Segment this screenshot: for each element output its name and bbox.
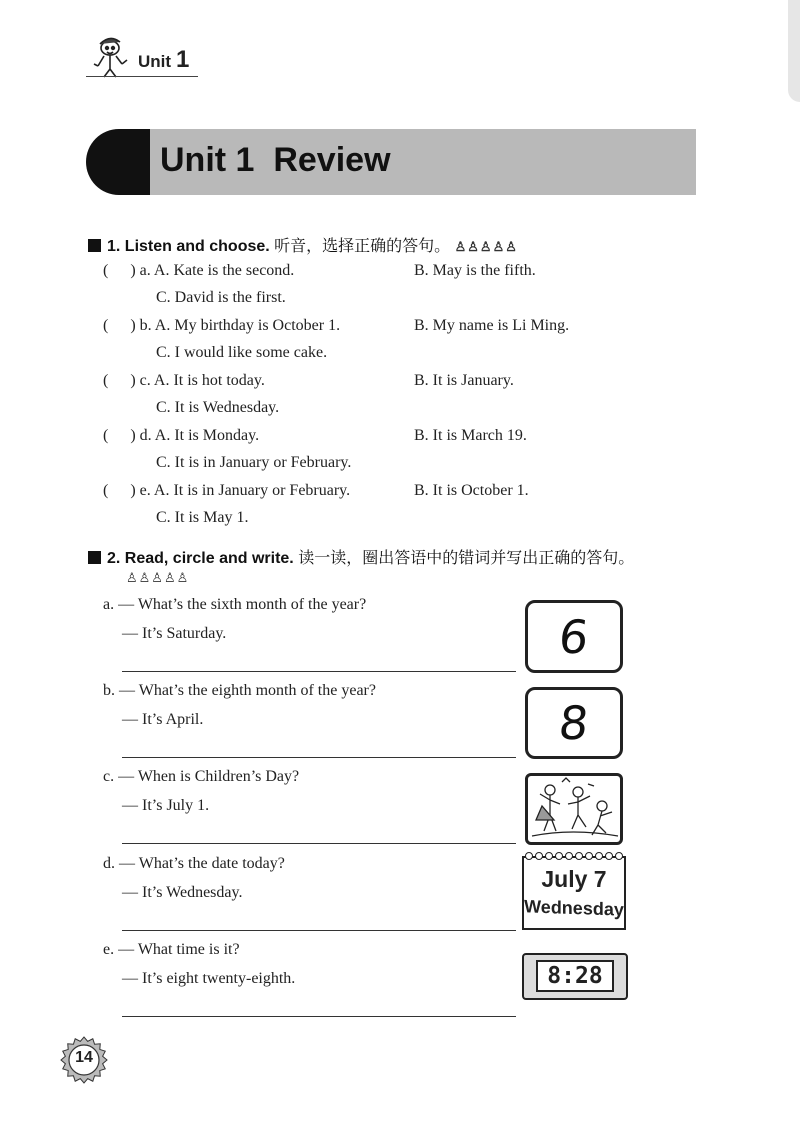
number-eight-text: 8: [556, 696, 592, 750]
option-c: C. David is the first.: [156, 289, 286, 306]
question-text: — What’s the eighth month of the year?: [119, 682, 376, 699]
children-playing-illustration: [525, 773, 623, 845]
answer-paren-close: ): [130, 262, 136, 279]
item-label: b.: [103, 682, 115, 699]
item-label: e.: [139, 482, 151, 499]
write-answer-line[interactable]: [122, 1016, 516, 1017]
children-playing-icon: [528, 776, 620, 842]
item-label: c.: [103, 768, 115, 785]
option-a: A. It is in January or February.: [153, 482, 351, 499]
section1-heading-cn: 听音，选择正确的答句。: [269, 238, 451, 255]
calendar-date: July 7: [541, 866, 607, 892]
option-c: C. It is in January or February.: [156, 454, 352, 471]
item-label: a.: [103, 596, 115, 613]
answer-text: — It’s eight twenty-eighth.: [122, 970, 296, 987]
answer-paren-close: ): [130, 482, 136, 499]
write-answer-line[interactable]: [122, 930, 516, 931]
answer-text: — It’s April.: [122, 711, 204, 728]
page-title: Unit 1 Review: [160, 141, 391, 179]
title-banner-cap: [86, 129, 158, 195]
option-a: A. Kate is the second.: [153, 262, 295, 279]
calendar-rings-icon: [524, 852, 624, 862]
write-answer-line[interactable]: [122, 757, 516, 758]
option-b: B. It is March 19.: [414, 427, 527, 444]
answer-paren-close: ): [130, 427, 136, 444]
header-divider: [86, 76, 198, 77]
item-label: a.: [139, 262, 151, 279]
choice-item-row: [103, 482, 350, 500]
answer-paren-open[interactable]: (: [103, 372, 109, 389]
question-row: [103, 768, 299, 786]
answer-paren-open[interactable]: (: [103, 482, 109, 499]
item-label: d.: [103, 855, 115, 872]
option-a: A. My birthday is October 1.: [154, 317, 341, 334]
difficulty-stars-icon: ♙♙♙♙♙: [454, 239, 518, 254]
option-c: C. It is May 1.: [156, 509, 249, 526]
option-a: A. It is hot today.: [153, 372, 265, 389]
answer-paren-close: ): [130, 317, 136, 334]
question-text: — What’s the sixth month of the year?: [118, 596, 367, 613]
choice-item-row: [103, 262, 294, 280]
option-b: B. It is January.: [414, 372, 514, 389]
header-unit-number: 1: [176, 46, 190, 73]
write-answer-line[interactable]: [122, 843, 516, 844]
option-b: B. May is the fifth.: [414, 262, 536, 279]
option-c: C. It is Wednesday.: [156, 399, 280, 416]
answer-paren-open[interactable]: (: [103, 317, 109, 334]
section2-heading-cn: 读一读，圈出答语中的错词并写出正确的答句。: [293, 550, 635, 567]
difficulty-stars-icon: ♙♙♙♙♙: [126, 570, 190, 585]
item-label: b.: [139, 317, 152, 334]
digital-clock-time: 8:28: [536, 960, 614, 992]
option-b: B. It is October 1.: [414, 482, 529, 499]
header-unit-label: Unit: [138, 52, 172, 71]
picture-number-eight: [525, 687, 623, 759]
question-text: — When is Children’s Day?: [118, 768, 300, 785]
question-row: [103, 682, 376, 700]
section2-heading-en: 2. Read, circle and write.: [107, 550, 294, 567]
picture-number-six: [525, 600, 623, 673]
calendar-weekday: Wednesday: [524, 896, 624, 920]
question-row: [103, 941, 240, 959]
question-text: — What time is it?: [118, 941, 240, 958]
question-row: [103, 596, 366, 614]
answer-paren-open[interactable]: (: [103, 427, 109, 444]
answer-text: — It’s Saturday.: [122, 625, 227, 642]
question-row: [103, 855, 285, 873]
answer-paren-open[interactable]: (: [103, 262, 109, 279]
item-label: d.: [139, 427, 152, 444]
item-label: e.: [103, 941, 115, 958]
answer-text: — It’s Wednesday.: [122, 884, 243, 901]
answer-text: — It’s July 1.: [122, 797, 210, 814]
write-answer-line[interactable]: [122, 671, 516, 672]
number-six-text: 6: [556, 609, 592, 664]
choice-item-row: [103, 317, 340, 335]
option-c: C. I would like some cake.: [156, 344, 328, 361]
question-text: — What’s the date today?: [119, 855, 285, 872]
option-b: B. My name is Li Ming.: [414, 317, 570, 334]
page-number: 14: [75, 1049, 93, 1066]
answer-paren-close: ): [130, 372, 136, 389]
section-bullet-icon: [88, 239, 101, 252]
choice-item-row: [103, 372, 265, 390]
section1-heading: [88, 233, 518, 256]
item-label: c.: [139, 372, 151, 389]
section1-heading-en: 1. Listen and choose.: [107, 238, 270, 255]
choice-item-row: [103, 427, 259, 445]
section2-heading: [88, 545, 634, 568]
page-edge-tab: [788, 0, 800, 102]
option-a: A. It is Monday.: [154, 427, 260, 444]
section-bullet-icon: [88, 551, 101, 564]
